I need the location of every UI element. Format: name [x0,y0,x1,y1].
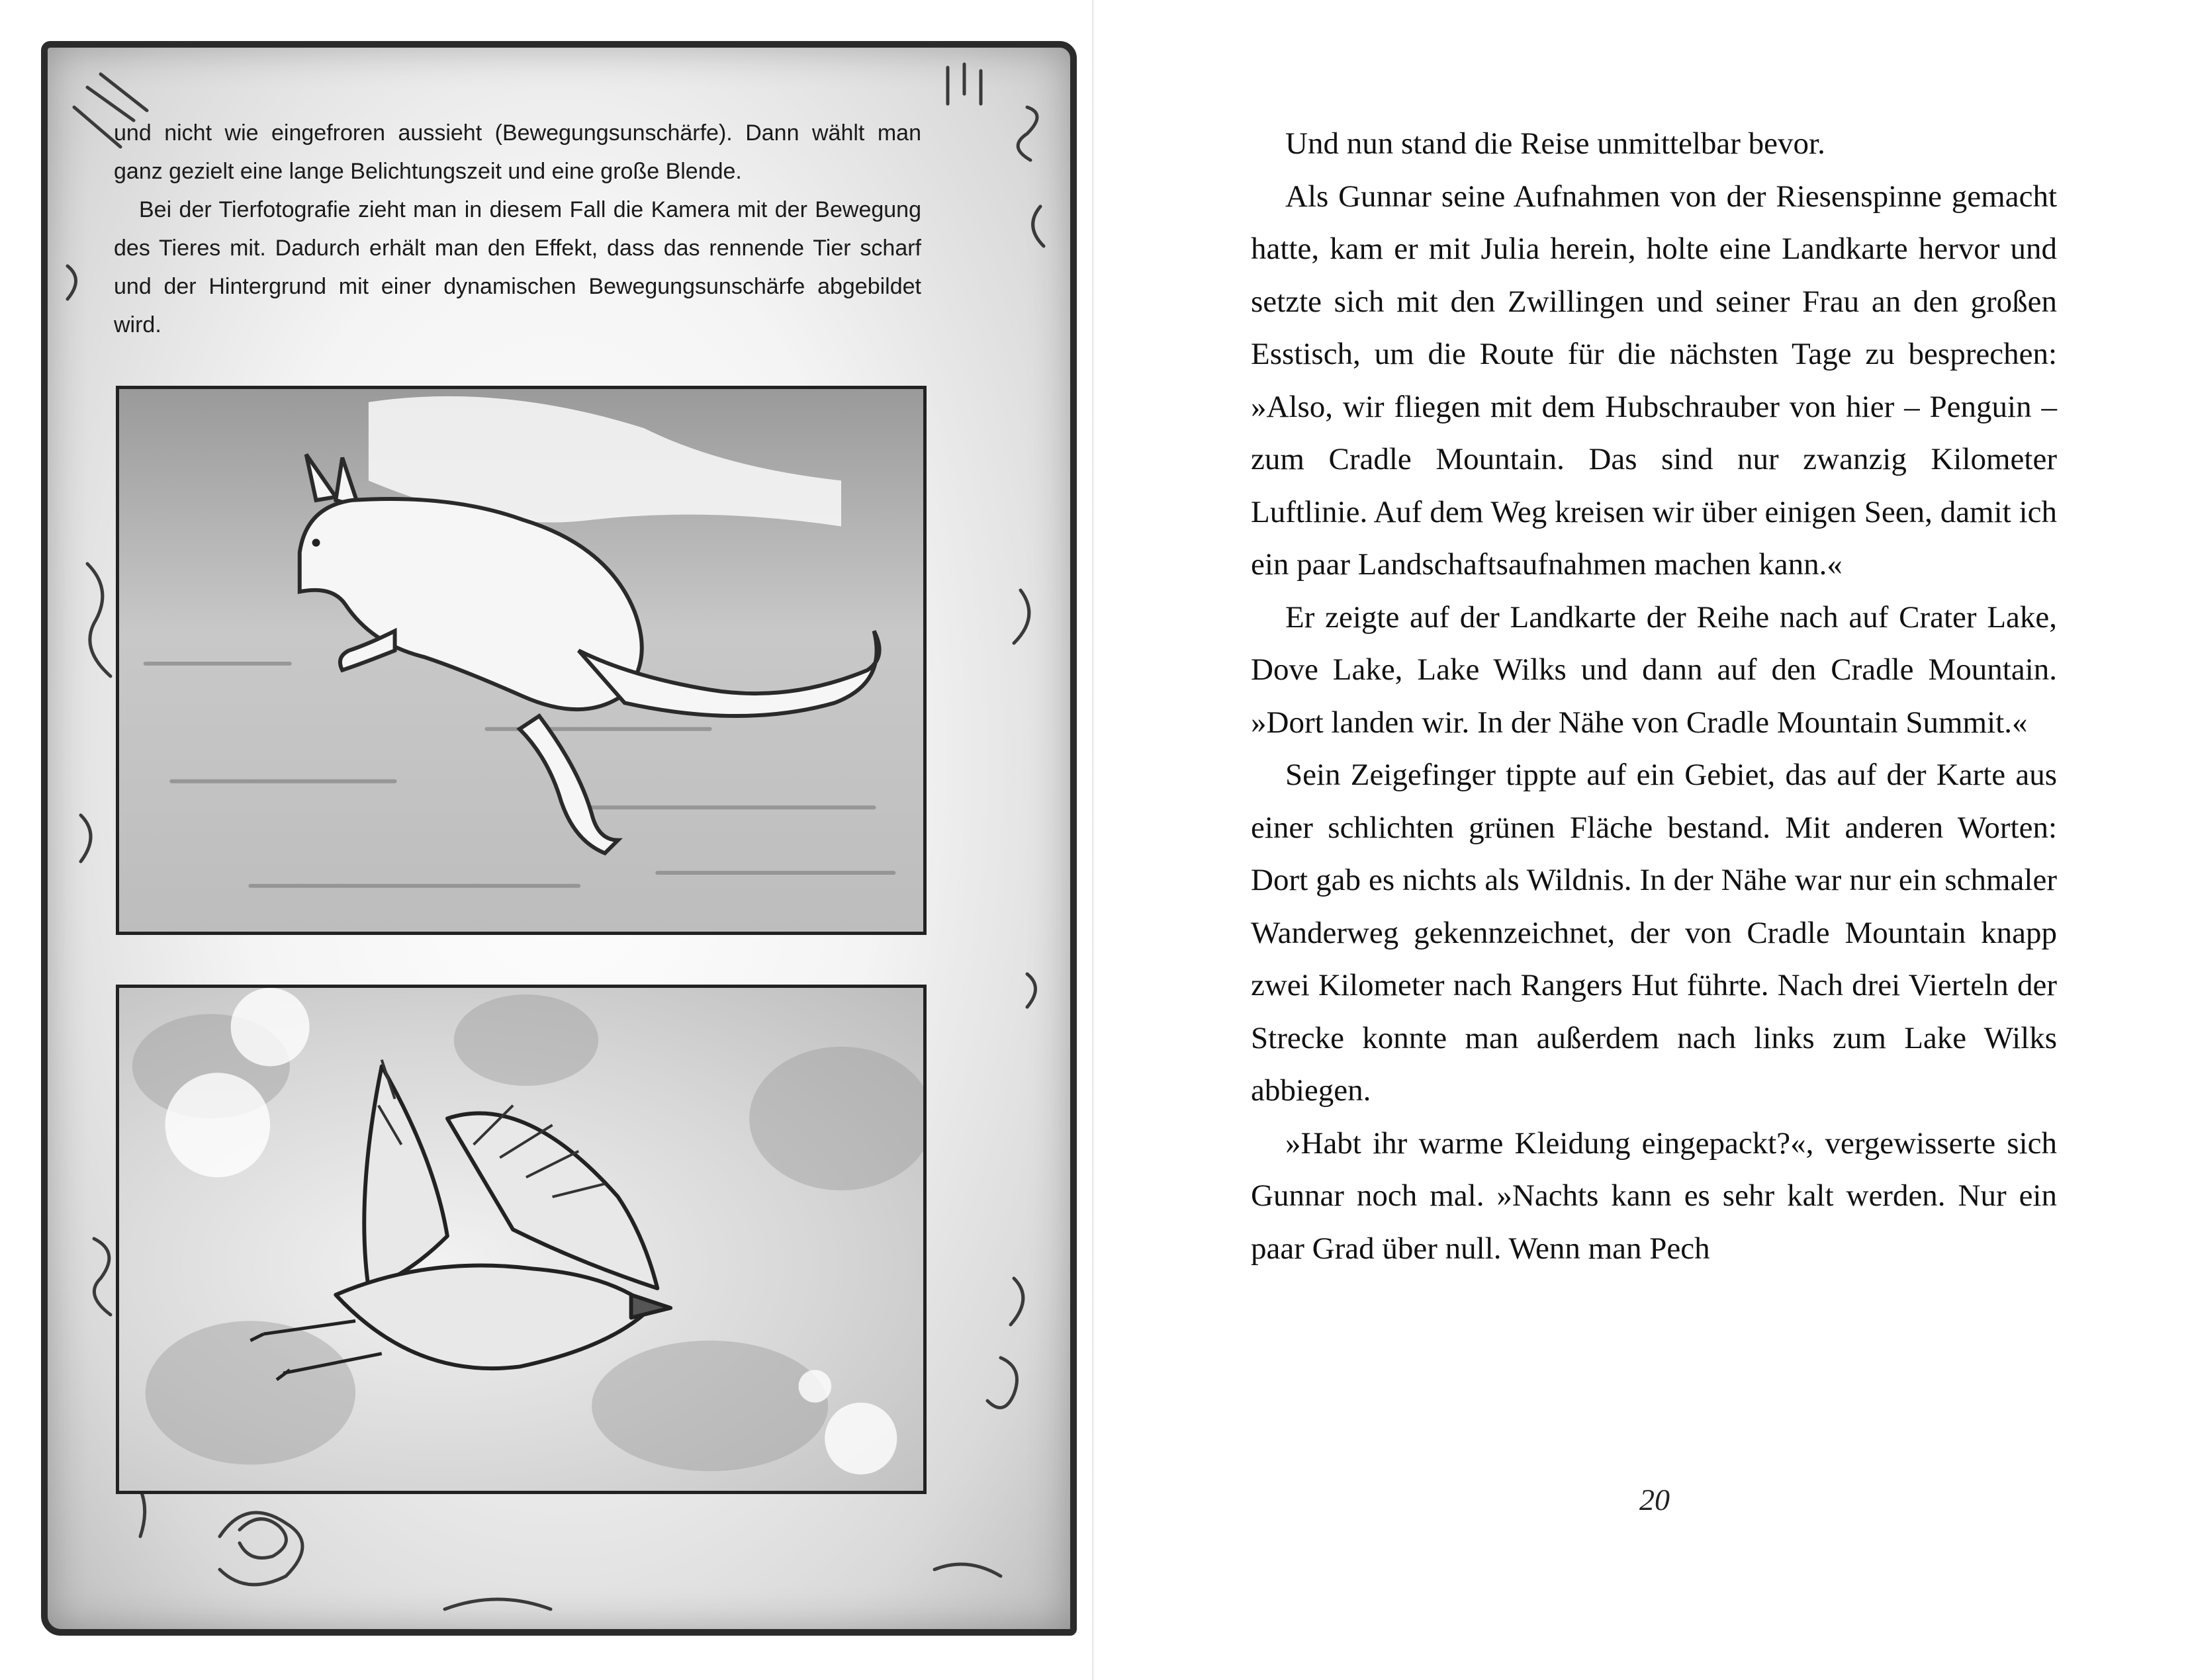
paragraph-1: Und nun stand die Reise unmittelbar bevor. [1285,126,1825,161]
sidebar-paragraph-1: und nicht wie eingefroren aussieht (Bewegungsunschärfe). Dann wählt man ganz gezielt eine lange Belichtungszeit und eine große Blende. [114,120,921,184]
bird-drawing [119,988,923,1491]
kangaroo-drawing [119,389,923,932]
bird-illustration [116,985,927,1494]
sidebar-paragraph-2: Bei der Tierfotografie zieht man in diesem Fall die Kamera mit der Bewegung des Tieres mit. Dadurch erhält man den Effekt, dass das rennende Tier scharf und der Hintergrund mit einer dynamischen Bewegungsunschärfe abgebildet wird. [114,197,921,337]
body-text [1251,118,2057,1275]
kangaroo-illustration [116,386,927,935]
paragraph-3: Er zeigte auf der Landkarte der Reihe nach auf Crater Lake, Dove Lake, Lake Wilks und dann auf den Cradle Mountain. »Dort landen wir. In der Nähe von Cradle Mountain Summit.« [1251,599,2057,740]
sidebar-text [114,114,921,344]
paragraph-2: Als Gunnar seine Aufnahmen von der Riesenspinne gemacht hatte, kam er mit Julia herein, holte eine Landkarte hervor und setzte sich mit den Zwillingen und seiner Frau an den großen Esstisch, um die Route für die nächsten Tage zu besprechen: »Also, wir fliegen mit dem Hubschrauber von hier – Penguin – zum Cradle Mountain. Das sind nur zwanzig Kilometer Luftlinie. Auf dem Weg kreisen wir über einigen Seen, damit ich ein paar Landschaftsaufnahmen machen kann.« [1251,179,2057,582]
paragraph-4: Sein Zeigefinger tippte auf ein Gebiet, das auf der Karte aus einer schlichten grünen Fläche bestand. Mit anderen Worten: Dort gab es nichts als Wildnis. In der Nähe war nur ein schmaler Wanderweg gekennzeichnet, der von Cradle Mountain knapp zwei Kilometer nach Rangers Hut führte. Nach drei Vierteln der Strecke konnte man außerdem nach links zum Lake Wilks abbiegen. [1251,758,2057,1108]
paragraph-5: »Habt ihr warme Kleidung eingepackt?«, vergewisserte sich Gunnar noch mal. »Nachts kann es sehr kalt werden. Nur ein paar Grad über null. Wenn man Pech [1251,1126,2057,1266]
page-gutter [1092,0,1094,1680]
page-number: 20 [1639,1483,1670,1517]
